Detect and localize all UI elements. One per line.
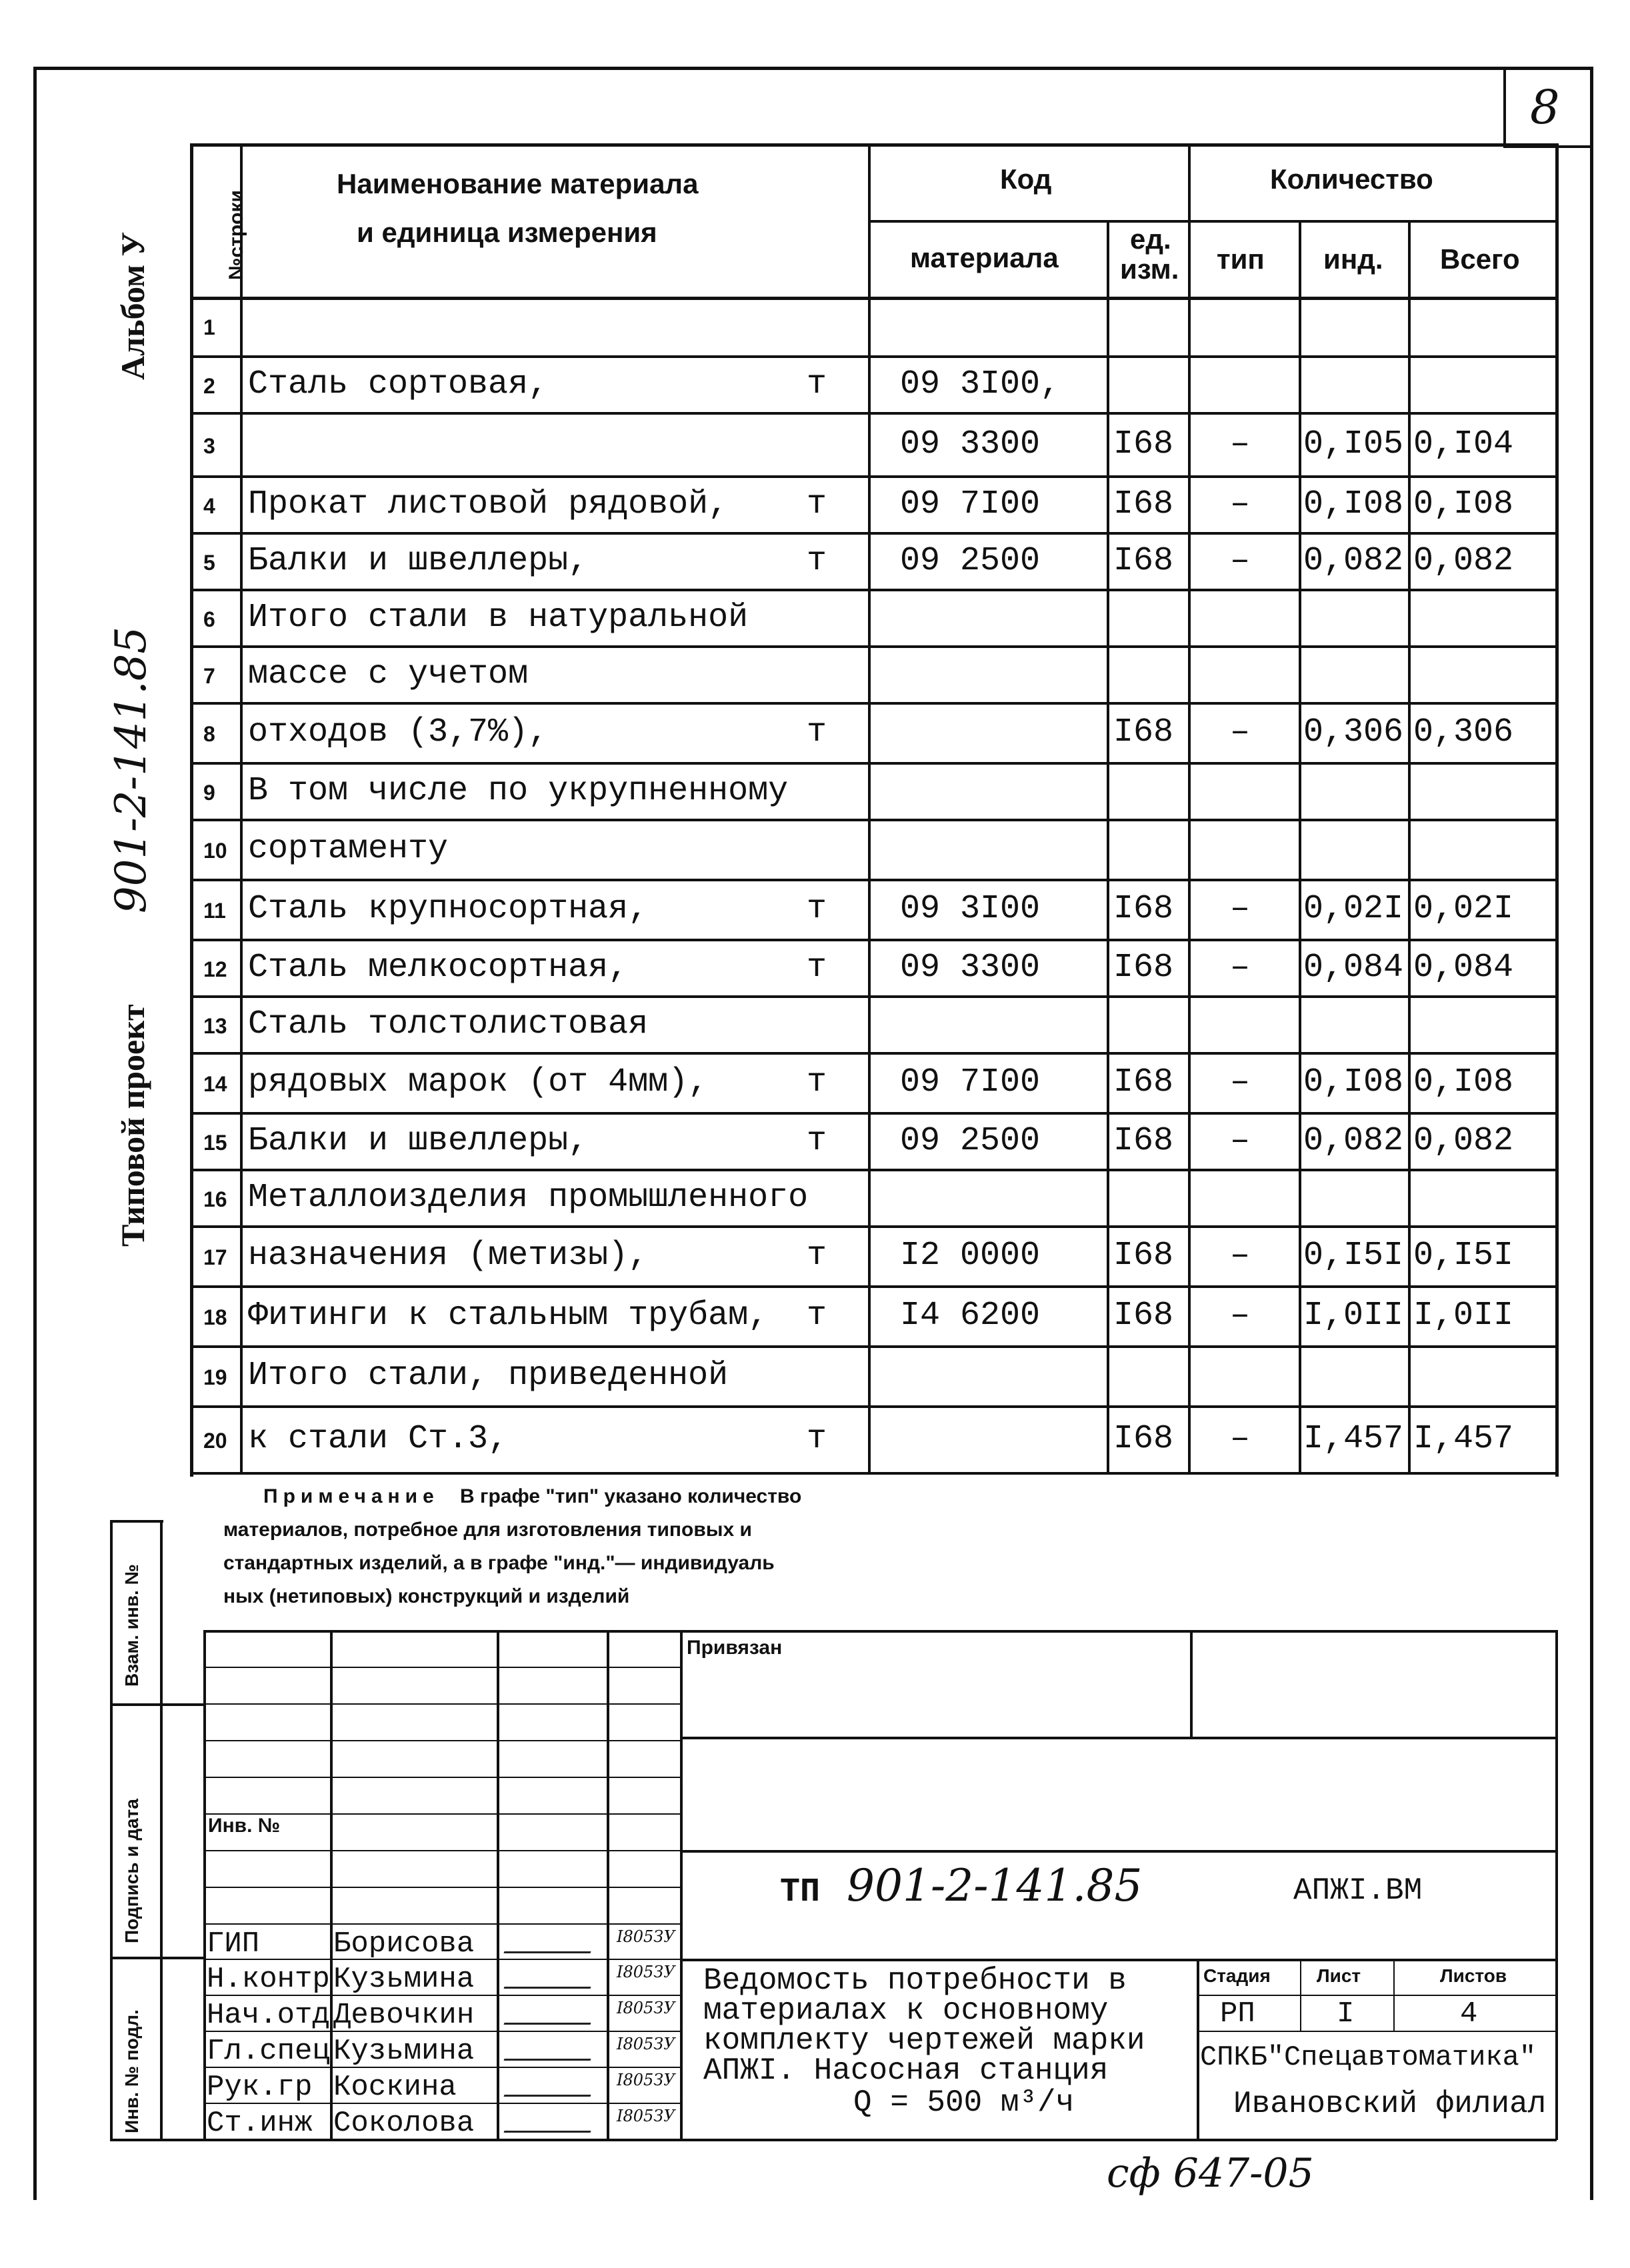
qty-type: – bbox=[1230, 713, 1251, 751]
qty-total: 0,082 bbox=[1413, 1121, 1514, 1160]
doc-mark: АПЖI.ВМ bbox=[1293, 1873, 1423, 1908]
qty-ind: 0,082 bbox=[1303, 541, 1404, 580]
row-border bbox=[190, 1472, 1557, 1475]
row-number: 2 bbox=[203, 373, 215, 398]
staff-date: I805ЗУ bbox=[617, 1999, 675, 2017]
qty-total: 0,I08 bbox=[1413, 1063, 1514, 1101]
header-material: материала bbox=[910, 242, 1059, 273]
qty-type: – bbox=[1230, 890, 1251, 928]
staff-date: I805ЗУ bbox=[617, 2107, 675, 2125]
material-code: 09 3I00, bbox=[900, 365, 1061, 403]
doc-title-4: АПЖI. Насосная станция bbox=[703, 2053, 1109, 2088]
row-border bbox=[190, 532, 1557, 535]
staff-name: Кузьмина bbox=[333, 2035, 475, 2068]
row-border bbox=[190, 1405, 1557, 1408]
row-number: 18 bbox=[203, 1305, 227, 1329]
qty-total: 0,084 bbox=[1413, 948, 1514, 987]
material-name: Металлоизделия промышленного bbox=[248, 1178, 809, 1217]
row-border bbox=[190, 819, 1557, 821]
row-number: 17 bbox=[203, 1245, 227, 1269]
unit-code: I68 bbox=[1113, 713, 1174, 751]
row-number: 20 bbox=[203, 1429, 227, 1453]
note-label: Примечание bbox=[263, 1485, 439, 1507]
unit-code: I68 bbox=[1113, 1420, 1174, 1458]
material-unit: т bbox=[807, 713, 827, 751]
row-number: 12 bbox=[203, 957, 227, 981]
privyazan-label: Привязан bbox=[687, 1637, 783, 1659]
row-border bbox=[190, 412, 1557, 415]
row-border bbox=[190, 995, 1557, 998]
material-unit: т bbox=[807, 1063, 827, 1101]
row-number: 5 bbox=[203, 550, 215, 575]
row-border bbox=[190, 1052, 1557, 1055]
sheets-label: Листов bbox=[1440, 1965, 1507, 1986]
qty-total: 0,02I bbox=[1413, 890, 1514, 928]
stamp-vzam: Взам. инв. № bbox=[121, 1564, 142, 1687]
qty-type: – bbox=[1230, 1237, 1251, 1275]
material-code: 09 3300 bbox=[900, 425, 1041, 463]
material-code: 09 3I00 bbox=[900, 890, 1041, 928]
stage-label: Стадия bbox=[1203, 1965, 1271, 1986]
material-unit: т bbox=[807, 1420, 827, 1458]
frame-right bbox=[1590, 67, 1593, 2200]
qty-ind: 0,I05 bbox=[1303, 425, 1404, 463]
stamp-inv-podl: Инв. № подл. bbox=[121, 2009, 142, 2133]
staff-role: ГИП bbox=[207, 1927, 260, 1961]
row-border bbox=[190, 1112, 1557, 1115]
qty-total: 0,082 bbox=[1413, 541, 1514, 580]
header-qty: Количество bbox=[1270, 163, 1433, 195]
unit-code: I68 bbox=[1113, 485, 1174, 523]
staff-role: Н.контр bbox=[207, 1963, 330, 1996]
qty-ind: 0,306 bbox=[1303, 713, 1404, 751]
material-name: Сталь мелкосортная, bbox=[248, 948, 629, 987]
signature-icon bbox=[503, 2008, 596, 2025]
header-row-no: №строки bbox=[225, 190, 247, 280]
material-name: Балки и швеллеры, bbox=[248, 541, 589, 580]
material-name: массе с учетом bbox=[248, 655, 529, 693]
row-border bbox=[190, 645, 1557, 648]
material-unit: т bbox=[807, 1237, 827, 1275]
material-name: Сталь крупносортная, bbox=[248, 890, 649, 928]
header-total: Всего bbox=[1440, 243, 1520, 275]
project-label-side: Типовой проект bbox=[114, 1004, 151, 1247]
row-number: 9 bbox=[203, 780, 215, 805]
row-number: 14 bbox=[203, 1072, 227, 1096]
material-code: I2 0000 bbox=[900, 1237, 1041, 1275]
qty-ind: 0,084 bbox=[1303, 948, 1404, 987]
header-type: тип bbox=[1217, 243, 1265, 275]
row-number: 10 bbox=[203, 839, 227, 863]
unit-code: I68 bbox=[1113, 948, 1174, 987]
doc-title-3: комплекту чертежей марки bbox=[703, 2023, 1145, 2058]
unit-code: I68 bbox=[1113, 1297, 1174, 1335]
qty-type: – bbox=[1230, 1297, 1251, 1335]
org-name: СПКБ"Спецавтоматика" bbox=[1200, 2041, 1537, 2073]
doc-title-2: материалах к основному bbox=[703, 1993, 1109, 2028]
row-number: 6 bbox=[203, 607, 215, 631]
material-name: сортаменту bbox=[248, 830, 449, 868]
footer-handwritten: сф 647-05 bbox=[1107, 2150, 1314, 2197]
material-name: к стали Ст.3, bbox=[248, 1420, 509, 1458]
page-number: 8 bbox=[1530, 80, 1560, 135]
staff-role: Нач.отд bbox=[207, 1999, 330, 2032]
row-number: 16 bbox=[203, 1187, 227, 1211]
qty-type: – bbox=[1230, 1121, 1251, 1160]
qty-ind: 0,I08 bbox=[1303, 485, 1404, 523]
unit-code: I68 bbox=[1113, 425, 1174, 463]
qty-ind: 0,02I bbox=[1303, 890, 1404, 928]
tp-prefix: ТП bbox=[780, 1873, 821, 1911]
staff-name: Кузьмина bbox=[333, 1963, 475, 1996]
qty-ind: 0,082 bbox=[1303, 1121, 1404, 1160]
row-border bbox=[190, 355, 1557, 358]
unit-code: I68 bbox=[1113, 1121, 1174, 1160]
signature-icon bbox=[503, 1937, 596, 1953]
qty-ind: I,0II bbox=[1303, 1297, 1404, 1335]
material-name: Итого стали в натуральной bbox=[248, 598, 749, 637]
qty-ind: I,457 bbox=[1303, 1420, 1404, 1458]
row-number: 13 bbox=[203, 1013, 227, 1038]
row-number: 4 bbox=[203, 493, 215, 518]
header-unit-1: ед. bbox=[1130, 223, 1171, 255]
material-unit: т bbox=[807, 1297, 827, 1335]
signature-icon bbox=[503, 2044, 596, 2061]
material-name: отходов (3,7%), bbox=[248, 713, 549, 751]
note-line-1: В графе "тип" указано количество bbox=[460, 1485, 802, 1507]
qty-type: – bbox=[1230, 948, 1251, 987]
row-number: 15 bbox=[203, 1130, 227, 1155]
material-code: 09 3300 bbox=[900, 948, 1041, 987]
staff-date: I805ЗУ bbox=[617, 1963, 675, 1981]
material-unit: т bbox=[807, 890, 827, 928]
project-code-side: 901-2-141.85 bbox=[107, 626, 156, 913]
doc-title-1: Ведомость потребности в bbox=[703, 1963, 1127, 1998]
staff-date: I805ЗУ bbox=[617, 1927, 675, 1946]
material-code: 09 2500 bbox=[900, 541, 1041, 580]
row-border bbox=[190, 702, 1557, 705]
qty-ind: 0,I5I bbox=[1303, 1237, 1404, 1275]
sheet-label: Лист bbox=[1317, 1965, 1361, 1986]
unit-code: I68 bbox=[1113, 1237, 1174, 1275]
row-number: 7 bbox=[203, 663, 215, 688]
material-unit: т bbox=[807, 1121, 827, 1160]
row-border bbox=[190, 1345, 1557, 1348]
row-number: 11 bbox=[203, 899, 226, 923]
material-code: I4 6200 bbox=[900, 1297, 1041, 1335]
row-number: 19 bbox=[203, 1365, 227, 1389]
row-number: 3 bbox=[203, 433, 215, 458]
material-unit: т bbox=[807, 485, 827, 523]
qty-type: – bbox=[1230, 485, 1251, 523]
header-code: Код bbox=[1000, 163, 1052, 195]
row-border bbox=[190, 1225, 1557, 1228]
note-line-2: материалов, потребное для изготовления типовых и bbox=[223, 1519, 752, 1541]
row-border bbox=[190, 1169, 1557, 1171]
staff-name: Девочкин bbox=[333, 1999, 475, 2032]
qty-ind: 0,I08 bbox=[1303, 1063, 1404, 1101]
material-name: Прокат листовой рядовой, bbox=[248, 485, 729, 523]
material-code: 09 2500 bbox=[900, 1121, 1041, 1160]
unit-code: I68 bbox=[1113, 541, 1174, 580]
frame-top bbox=[33, 67, 1590, 70]
header-name-1: Наименование материала bbox=[337, 168, 699, 199]
qty-type: – bbox=[1230, 1063, 1251, 1101]
album-label: Альбом У bbox=[114, 231, 151, 380]
staff-role: Ст.инж bbox=[207, 2107, 313, 2140]
material-name: Балки и швеллеры, bbox=[248, 1121, 589, 1160]
row-border bbox=[190, 1285, 1557, 1288]
staff-name: Соколова bbox=[333, 2107, 475, 2140]
row-border bbox=[190, 939, 1557, 941]
unit-code: I68 bbox=[1113, 890, 1174, 928]
staff-name: Коскина bbox=[333, 2071, 457, 2104]
signature-icon bbox=[503, 2080, 596, 2097]
stamp-podpis: Подпись и дата bbox=[121, 1799, 142, 1943]
staff-role: Рук.гр bbox=[207, 2071, 313, 2104]
material-unit: т bbox=[807, 365, 827, 403]
note-line-4: ных (нетиповых) конструкций и изделий bbox=[223, 1585, 630, 1607]
qty-type: – bbox=[1230, 1420, 1251, 1458]
tp-code: 901-2-141.85 bbox=[847, 1860, 1143, 1911]
material-code: 09 7I00 bbox=[900, 485, 1041, 523]
row-border bbox=[190, 475, 1557, 478]
signature-icon bbox=[503, 2116, 596, 2133]
row-number: 1 bbox=[203, 315, 215, 339]
org-branch: Ивановский филиал bbox=[1233, 2087, 1547, 2121]
row-border bbox=[190, 762, 1557, 765]
row-border bbox=[190, 879, 1557, 881]
sheet-value: I bbox=[1337, 1997, 1355, 2031]
material-unit: т bbox=[807, 541, 827, 580]
material-name: Сталь сортовая, bbox=[248, 365, 549, 403]
qty-type: – bbox=[1230, 541, 1251, 580]
staff-date: I805ЗУ bbox=[617, 2071, 675, 2089]
material-unit: т bbox=[807, 948, 827, 987]
frame-left bbox=[33, 67, 37, 2200]
signature-icon bbox=[503, 1972, 596, 1989]
header-name-2: и единица измерения bbox=[357, 217, 657, 248]
row-number: 8 bbox=[203, 722, 215, 746]
material-name: рядовых марок (от 4мм), bbox=[248, 1063, 709, 1101]
header-ind: инд. bbox=[1323, 243, 1383, 275]
qty-total: 0,I04 bbox=[1413, 425, 1514, 463]
material-code: 09 7I00 bbox=[900, 1063, 1041, 1101]
material-name: В том числе по укрупненному bbox=[248, 771, 789, 810]
inv-no-label: Инв. № bbox=[208, 1815, 281, 1837]
material-name: Фитинги к стальным трубам, bbox=[248, 1297, 769, 1335]
qty-total: I,457 bbox=[1413, 1420, 1514, 1458]
stage-value: РП bbox=[1220, 1997, 1255, 2031]
qty-total: 0,I5I bbox=[1413, 1237, 1514, 1275]
sheets-value: 4 bbox=[1460, 1997, 1478, 2031]
unit-code: I68 bbox=[1113, 1063, 1174, 1101]
note-line-3: стандартных изделий, а в графе "инд."— индивидуаль bbox=[223, 1552, 775, 1574]
staff-name: Борисова bbox=[333, 1927, 475, 1961]
row-border bbox=[190, 589, 1557, 591]
material-name: Сталь толстолистовая bbox=[248, 1005, 649, 1043]
qty-total: I,0II bbox=[1413, 1297, 1514, 1335]
qty-total: 0,306 bbox=[1413, 713, 1514, 751]
header-unit-2: изм. bbox=[1120, 253, 1179, 285]
material-name: Итого стали, приведенной bbox=[248, 1357, 729, 1395]
qty-total: 0,I08 bbox=[1413, 485, 1514, 523]
staff-role: Гл.спец bbox=[207, 2035, 330, 2068]
staff-date: I805ЗУ bbox=[617, 2035, 675, 2053]
material-name: назначения (метизы), bbox=[248, 1237, 649, 1275]
qty-type: – bbox=[1230, 425, 1251, 463]
doc-flow: Q = 500 м³/ч bbox=[853, 2085, 1075, 2120]
